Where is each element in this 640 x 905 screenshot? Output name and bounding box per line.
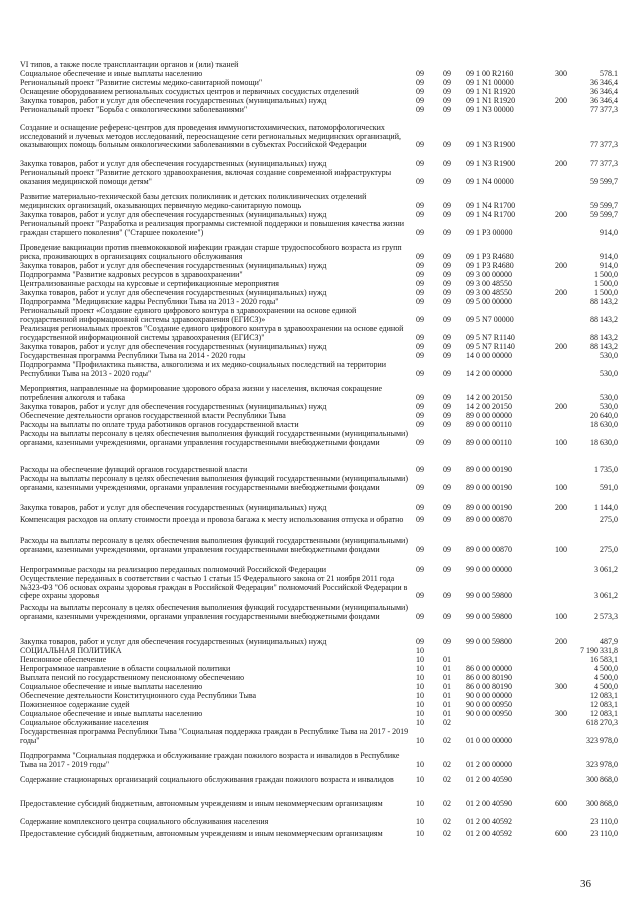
row-description: Закупка товаров, работ и услуг для обеспечения государственных (муниципальных) нужд — [20, 159, 327, 168]
row-description: Мероприятия, направленные на формирование здорового образа жизни у населения, включая сокращение потребления алкоголя и табака — [20, 384, 383, 402]
row-amount: 77 377,3 — [590, 140, 618, 150]
row-description: Непрограммное направление в области социальной политики — [20, 664, 231, 673]
row-expense-type: 600 — [555, 799, 567, 808]
row-description: Социальное обеспечение и иные выплаты населению — [20, 69, 203, 78]
row-target-article: 01 2 00 00000 — [466, 759, 512, 769]
row-amount: 300 868,0 — [586, 775, 618, 784]
row-section-code: 09 — [416, 288, 424, 297]
row-amount: 88 143,2 — [590, 297, 618, 306]
row-subsection-code: 09 — [443, 351, 451, 360]
row-section-code: 10 — [416, 775, 424, 784]
row-description: Подпрограмма "Социальная поддержка и обслуживание граждан пожилого возраста и инвалидов в Республике Тыва на 2017 - 2019 годы" — [20, 751, 400, 769]
row-section-code: 10 — [416, 646, 424, 655]
row-target-article: 09 1 N3 R1900 — [466, 140, 516, 150]
row-expense-type: 200 — [555, 288, 567, 297]
row-section-code: 09 — [416, 411, 424, 420]
row-section-code: 09 — [416, 437, 424, 447]
row-description: Создание и оснащение референс-центров для проведения иммуногистохимических, патоморфологических исследований и лучевых методов исследований, переоснащение сети региональных медицинских организаций, оказывающих помощь больным онкологическими заболеваниями в субъектах Российской Федерации — [20, 123, 401, 150]
row-section-code: 10 — [416, 709, 424, 718]
row-subsection-code: 09 — [443, 637, 451, 646]
row-amount: 1 500,0 — [594, 270, 618, 279]
row-subsection-code: 09 — [443, 297, 451, 306]
page-number: 36 — [580, 878, 591, 890]
row-amount: 77 377,3 — [590, 159, 618, 168]
row-amount: 59 599,7 — [590, 200, 618, 210]
row-description: Расходы на выплаты по оплате труда работников органов государственной власти — [20, 420, 299, 429]
row-amount: 1 735,0 — [594, 465, 618, 474]
row-section-code: 10 — [416, 691, 424, 700]
row-amount: 914,0 — [600, 251, 618, 261]
row-description: Региональный проект "Разработка и реализация программы системной поддержки и повышения качества жизни граждан старшего поколения" ("Старшее поколение") — [20, 219, 405, 237]
row-amount: 914,0 — [600, 261, 618, 270]
row-amount: 12 083,1 — [590, 709, 618, 718]
row-description: Закупка товаров, работ и услуг для обеспечения государственных (муниципальных) нужд — [20, 261, 327, 270]
row-subsection-code: 01 — [443, 682, 451, 691]
row-description: Реализация региональных проектов "Создание единого цифрового контура в здравоохранении на основе единой государственной информационной системы здравоохранения (ЕГИСЗ)" — [20, 324, 404, 342]
row-target-article: 99 0 00 00000 — [466, 565, 512, 574]
row-section-code: 09 — [416, 105, 424, 114]
row-target-article: 09 1 N1 R1920 — [466, 96, 516, 105]
row-expense-type: 200 — [555, 159, 567, 168]
row-section-code: 09 — [416, 140, 424, 150]
row-amount: 59 599,7 — [590, 210, 618, 219]
row-section-code: 09 — [416, 402, 424, 411]
row-section-code: 09 — [416, 465, 424, 474]
row-amount: 36 346,4 — [590, 96, 618, 105]
row-subsection-code: 09 — [443, 611, 451, 621]
row-target-article: 09 3 00 48550 — [466, 279, 512, 288]
row-amount: 88 143,2 — [590, 314, 618, 324]
row-amount: 88 143,2 — [590, 342, 618, 351]
row-section-code: 09 — [416, 270, 424, 279]
row-section-code: 09 — [416, 544, 424, 554]
row-target-article: 99 0 00 59800 — [466, 637, 512, 646]
row-target-article: 01 2 00 40590 — [466, 799, 512, 808]
row-target-article: 99 0 00 59800 — [466, 591, 512, 601]
row-section-code: 10 — [416, 759, 424, 769]
row-subsection-code: 09 — [443, 159, 451, 168]
row-amount: 530,0 — [600, 392, 618, 402]
row-description: Региональный проект «Создание единого цифрового контура в здравоохранении на основе единой государственной информационной системы здравоохранения (ЕГИСЗ)» — [20, 306, 357, 324]
row-expense-type: 100 — [555, 544, 567, 554]
row-target-article: 89 0 00 00110 — [466, 437, 512, 447]
row-amount: 275,0 — [600, 544, 618, 554]
row-amount: 487,9 — [600, 637, 618, 646]
row-expense-type: 200 — [555, 342, 567, 351]
row-description: Закупка товаров, работ и услуг для обеспечения государственных (муниципальных) нужд — [20, 503, 327, 512]
row-section-code: 09 — [416, 69, 424, 78]
row-description: Централизованные расходы на курсовые и сертификационные мероприятия — [20, 279, 279, 288]
row-description: Осуществление переданных в соответствии с частью 1 статьи 15 Федерального закона от 21 ноября 2011 года №323-ФЗ "Об основах охраны здоровья граждан в Российской Федерации" полномочий Российской Федерации в сфере охраны здоровья — [20, 574, 408, 601]
row-description: Закупка товаров, работ и услуг для обеспечения государственных (муниципальных) нужд — [20, 96, 327, 105]
row-expense-type: 600 — [555, 829, 567, 838]
row-section-code: 09 — [416, 503, 424, 512]
row-target-article: 89 0 00 00870 — [466, 544, 512, 554]
row-subsection-code: 09 — [443, 482, 451, 492]
row-amount: 77 377,3 — [590, 105, 618, 114]
row-description: Социальное обслуживание населения — [20, 718, 149, 727]
row-section-code: 10 — [416, 718, 424, 727]
row-subsection-code: 09 — [443, 261, 451, 270]
row-expense-type: 300 — [555, 682, 567, 691]
row-subsection-code: 09 — [443, 515, 451, 524]
row-target-article: 14 2 00 00000 — [466, 368, 512, 378]
row-target-article: 09 1 N1 00000 — [466, 78, 514, 87]
row-section-code: 10 — [416, 700, 424, 709]
row-amount: 12 083,1 — [590, 700, 618, 709]
row-amount: 2 573,3 — [594, 611, 618, 621]
row-target-article: 99 0 00 59800 — [466, 611, 512, 621]
row-section-code: 09 — [416, 591, 424, 601]
row-section-code: 09 — [416, 368, 424, 378]
row-subsection-code: 09 — [443, 342, 451, 351]
row-expense-type: 200 — [555, 637, 567, 646]
row-amount: 591,0 — [600, 482, 618, 492]
row-subsection-code: 09 — [443, 87, 451, 96]
row-expense-type: 100 — [555, 611, 567, 621]
row-section-code: 10 — [416, 817, 424, 826]
row-amount: 23 110,0 — [590, 817, 618, 826]
row-section-code: 09 — [416, 611, 424, 621]
row-description: Закупка товаров, работ и услуг для обеспечения государственных (муниципальных) нужд — [20, 637, 327, 646]
row-description: Выплата пенсий по государственному пенсионному обеспечению — [20, 673, 245, 682]
row-amount: 275,0 — [600, 515, 618, 524]
row-amount: 1 500,0 — [594, 288, 618, 297]
row-section-code: 09 — [416, 210, 424, 219]
row-expense-type: 300 — [555, 69, 567, 78]
row-subsection-code: 09 — [443, 332, 451, 342]
row-target-article: 09 5 N7 R1140 — [466, 332, 515, 342]
row-subsection-code: 09 — [443, 270, 451, 279]
row-section-code: 10 — [416, 664, 424, 673]
row-target-article: 89 0 00 00190 — [466, 482, 512, 492]
row-target-article: 01 0 00 00000 — [466, 735, 512, 745]
row-target-article: 86 0 00 80190 — [466, 682, 512, 691]
row-amount: 4 500,0 — [594, 664, 618, 673]
row-description: Расходы на выплаты персоналу в целях обеспечения выполнения функций государственными (муниципальными) органами, казенными учреждениями, органами управления государственными внебюджетными фондами — [20, 603, 409, 621]
row-amount: 530,0 — [600, 368, 618, 378]
row-description: Непрограммные расходы на реализацию переданных полномочий Российской Федерации — [20, 565, 327, 574]
row-expense-type: 100 — [555, 437, 567, 447]
row-description: Предоставление субсидий бюджетным, автономным учреждениям и иным некоммерческим организациям — [20, 829, 383, 838]
row-description: VI типов, а также после трансплантации органов и (или) тканей — [20, 60, 239, 69]
row-target-article: 01 2 00 40592 — [466, 829, 512, 838]
row-description: Закупка товаров, работ и услуг для обеспечения государственных (муниципальных) нужд — [20, 402, 327, 411]
row-subsection-code: 09 — [443, 314, 451, 324]
row-target-article: 09 1 P3 R4680 — [466, 251, 514, 261]
row-target-article: 09 3 00 00000 — [466, 270, 512, 279]
row-amount: 323 978,0 — [586, 735, 618, 745]
row-description: Государственная программа Республики Тыва на 2014 - 2020 годы — [20, 351, 246, 360]
row-section-code: 09 — [416, 332, 424, 342]
row-description: Подпрограмма "Развитие кадровых ресурсов в здравоохранении" — [20, 270, 243, 279]
row-subsection-code: 09 — [443, 503, 451, 512]
row-target-article: 90 0 00 00950 — [466, 700, 512, 709]
row-target-article: 09 1 P3 R4680 — [466, 261, 514, 270]
row-subsection-code: 01 — [443, 655, 451, 664]
row-subsection-code: 01 — [443, 673, 451, 682]
row-subsection-code: 01 — [443, 709, 451, 718]
row-amount: 3 061,2 — [594, 591, 618, 601]
row-section-code: 09 — [416, 637, 424, 646]
row-target-article: 89 0 00 00870 — [466, 515, 512, 524]
row-subsection-code: 02 — [443, 735, 451, 745]
row-description: Подпрограмма "Медицинские кадры Республики Тыва на 2013 - 2020 годы" — [20, 297, 279, 306]
row-section-code: 09 — [416, 78, 424, 87]
row-target-article: 09 1 N4 R1700 — [466, 210, 516, 219]
row-subsection-code: 09 — [443, 544, 451, 554]
row-subsection-code: 09 — [443, 411, 451, 420]
row-amount: 300 868,0 — [586, 799, 618, 808]
row-target-article: 01 2 00 40592 — [466, 817, 512, 826]
row-target-article: 09 5 00 00000 — [466, 297, 512, 306]
row-amount: 1 500,0 — [594, 279, 618, 288]
row-subsection-code: 09 — [443, 591, 451, 601]
row-subsection-code: 09 — [443, 227, 451, 237]
row-target-article: 86 0 00 00000 — [466, 664, 512, 673]
row-target-article: 14 2 00 20150 — [466, 402, 512, 411]
row-target-article: 90 0 00 00950 — [466, 709, 512, 718]
row-amount: 4 500,0 — [594, 682, 618, 691]
row-section-code: 09 — [416, 297, 424, 306]
row-section-code: 09 — [416, 159, 424, 168]
row-amount: 323 978,0 — [586, 759, 618, 769]
row-description: Компенсация расходов на оплату стоимости проезда и провоза багажа к месту использования отпуска и обратно — [20, 515, 404, 524]
row-target-article: 09 3 00 48550 — [466, 288, 512, 297]
row-section-code: 09 — [416, 261, 424, 270]
row-subsection-code: 09 — [443, 288, 451, 297]
row-subsection-code: 01 — [443, 700, 451, 709]
row-description: Подпрограмма "Профилактика пьянства, алкоголизма и их медико-социальных последствий на территории Республики Тыва на 2013 - 2020 годы" — [20, 360, 387, 378]
row-subsection-code: 02 — [443, 718, 451, 727]
row-amount: 16 583,1 — [590, 655, 618, 664]
row-section-code: 09 — [416, 515, 424, 524]
row-description: Содержание комплексного центра социального обслуживания населения — [20, 817, 269, 826]
row-target-article: 09 1 00 R2160 — [466, 69, 514, 78]
row-section-code: 09 — [416, 279, 424, 288]
row-subsection-code: 09 — [443, 200, 451, 210]
row-target-article: 09 1 N3 00000 — [466, 105, 514, 114]
row-amount: 4 500,0 — [594, 673, 618, 682]
row-subsection-code: 09 — [443, 420, 451, 429]
row-amount: 7 190 331,8 — [580, 646, 618, 655]
row-amount: 914,0 — [600, 227, 618, 237]
row-section-code: 09 — [416, 565, 424, 574]
row-expense-type: 200 — [555, 96, 567, 105]
row-description: Пенсионное обеспечение — [20, 655, 107, 664]
row-description: Проведение вакцинации против пневмококковой инфекции граждан старше трудоспособного возраста из групп риска, проживающих в организациях социального обслуживания — [20, 243, 402, 261]
row-description: Расходы на выплаты персоналу в целях обеспечения выполнения функций государственными (муниципальными) органами, казенными учреждениями, органами управления государственными внебюджетными фондами — [20, 536, 409, 554]
row-description: Предоставление субсидий бюджетным, автономным учреждениям и иным некоммерческим организациям — [20, 799, 383, 808]
row-amount: 12 083,1 — [590, 691, 618, 700]
row-section-code: 10 — [416, 682, 424, 691]
row-description: СОЦИАЛЬНАЯ ПОЛИТИКА — [20, 646, 122, 655]
row-target-article: 86 0 00 80190 — [466, 673, 512, 682]
row-description: Пожизненное содержание судей — [20, 700, 130, 709]
row-subsection-code: 09 — [443, 96, 451, 105]
row-target-article: 09 1 N1 R1920 — [466, 87, 516, 96]
row-subsection-code: 09 — [443, 210, 451, 219]
row-section-code: 10 — [416, 735, 424, 745]
row-subsection-code: 09 — [443, 105, 451, 114]
row-target-article: 14 0 00 00000 — [466, 351, 512, 360]
row-subsection-code: 09 — [443, 78, 451, 87]
row-section-code: 09 — [416, 87, 424, 96]
row-subsection-code: 02 — [443, 829, 451, 838]
row-target-article: 89 0 00 00190 — [466, 503, 512, 512]
row-section-code: 09 — [416, 314, 424, 324]
row-subsection-code: 01 — [443, 664, 451, 673]
row-expense-type: 200 — [555, 261, 567, 270]
row-amount: 18 630,0 — [590, 437, 618, 447]
row-section-code: 09 — [416, 227, 424, 237]
row-section-code: 10 — [416, 655, 424, 664]
row-expense-type: 300 — [555, 709, 567, 718]
row-section-code: 09 — [416, 342, 424, 351]
row-description: Расходы на выплаты персоналу в целях обеспечения выполнения функций государственными (муниципальными) органами, казенными учреждениями, органами управления государственными внебюджетными фондами — [20, 474, 409, 492]
row-subsection-code: 09 — [443, 69, 451, 78]
row-target-article: 89 0 00 00000 — [466, 411, 512, 420]
row-amount: 578.1 — [600, 69, 618, 78]
row-target-article: 01 2 00 40590 — [466, 775, 512, 784]
row-description: Оснащение оборудованием региональных сосудистых центров и первичных сосудистых отделений — [20, 87, 359, 96]
row-description: Расходы на выплаты персоналу в целях обеспечения выполнения функций государственными (муниципальными) органами, казенными учреждениями, органами управления государственными внебюджетными фондами — [20, 429, 409, 447]
row-amount: 36 346,4 — [590, 87, 618, 96]
row-section-code: 09 — [416, 96, 424, 105]
row-description: Социальное обеспечение и иные выплаты населению — [20, 709, 203, 718]
row-subsection-code: 09 — [443, 251, 451, 261]
row-description: Обеспечение деятельности Конституционного суда Республики Тыва — [20, 691, 257, 700]
row-target-article: 09 1 N4 R1700 — [466, 200, 516, 210]
row-subsection-code: 02 — [443, 759, 451, 769]
row-target-article: 09 5 N7 R1140 — [466, 342, 515, 351]
row-description: Закупка товаров, работ и услуг для обеспечения государственных (муниципальных) нужд — [20, 342, 327, 351]
row-section-code: 10 — [416, 829, 424, 838]
row-section-code: 09 — [416, 482, 424, 492]
row-section-code: 09 — [416, 176, 424, 186]
row-subsection-code: 02 — [443, 775, 451, 784]
row-target-article: 89 0 00 00190 — [466, 465, 512, 474]
row-subsection-code: 09 — [443, 437, 451, 447]
row-subsection-code: 09 — [443, 565, 451, 574]
row-expense-type: 100 — [555, 482, 567, 492]
row-expense-type: 200 — [555, 210, 567, 219]
row-description: Региональный проект "Развитие системы медико-санитарной помощи" — [20, 78, 263, 87]
row-section-code: 09 — [416, 392, 424, 402]
row-amount: 1 144,0 — [594, 503, 618, 512]
row-target-article: 89 0 00 00110 — [466, 420, 512, 429]
row-target-article: 90 0 00 00000 — [466, 691, 512, 700]
row-section-code: 10 — [416, 799, 424, 808]
row-target-article: 09 1 P3 00000 — [466, 227, 513, 237]
row-amount: 530,0 — [600, 402, 618, 411]
row-section-code: 09 — [416, 251, 424, 261]
row-amount: 88 143,2 — [590, 332, 618, 342]
row-section-code: 10 — [416, 673, 424, 682]
row-subsection-code: 09 — [443, 368, 451, 378]
row-subsection-code: 02 — [443, 817, 451, 826]
row-amount: 3 061,2 — [594, 565, 618, 574]
row-description: Расходы на обеспечение функций органов государственной власти — [20, 465, 248, 474]
row-amount: 530,0 — [600, 351, 618, 360]
row-description: Содержание стационарных организаций социального обслуживания граждан пожилого возраста и инвалидов — [20, 775, 394, 784]
row-subsection-code: 09 — [443, 465, 451, 474]
row-amount: 20 640,0 — [590, 411, 618, 420]
row-description: Социальное обеспечение и иные выплаты населению — [20, 682, 203, 691]
row-expense-type: 200 — [555, 402, 567, 411]
row-description: Региональный проект "Борьба с онкологическими заболеваниями" — [20, 105, 248, 114]
row-target-article: 09 5 N7 00000 — [466, 314, 514, 324]
row-target-article: 09 1 N3 R1900 — [466, 159, 516, 168]
row-amount: 23 110,0 — [590, 829, 618, 838]
row-description: Закупка товаров, работ и услуг для обеспечения государственных (муниципальных) нужд — [20, 210, 327, 219]
row-amount: 36 346,4 — [590, 78, 618, 87]
row-expense-type: 200 — [555, 503, 567, 512]
row-section-code: 09 — [416, 351, 424, 360]
row-amount: 18 630,0 — [590, 420, 618, 429]
row-target-article: 09 1 N4 00000 — [466, 176, 514, 186]
row-subsection-code: 02 — [443, 799, 451, 808]
row-amount: 618 270,3 — [586, 718, 618, 727]
row-subsection-code: 09 — [443, 402, 451, 411]
row-description: Государственная программа Республики Тыва "Социальная поддержка граждан в Республике Тыва на 2017 - 2019 годы" — [20, 727, 409, 745]
row-subsection-code: 09 — [443, 140, 451, 150]
row-target-article: 14 2 00 20150 — [466, 392, 512, 402]
row-section-code: 09 — [416, 420, 424, 429]
row-section-code: 09 — [416, 200, 424, 210]
row-subsection-code: 09 — [443, 279, 451, 288]
row-description: Закупка товаров, работ и услуг для обеспечения государственных (муниципальных) нужд — [20, 288, 327, 297]
row-description: Обеспечение деятельности органов государственной власти Республики Тыва — [20, 411, 286, 420]
row-amount: 59 599,7 — [590, 176, 618, 186]
row-subsection-code: 09 — [443, 392, 451, 402]
row-subsection-code: 09 — [443, 176, 451, 186]
row-description: Развитие материально-технической базы детских поликлиник и детских поликлинических отделений медицинских организаций, оказывающих первичную медико-санитарную помощь — [20, 192, 367, 210]
row-subsection-code: 01 — [443, 691, 451, 700]
row-description: Региональный проект "Развитие детского здравоохранения, включая создание современной инфраструктуры оказания медицинской помощи детям" — [20, 168, 392, 186]
